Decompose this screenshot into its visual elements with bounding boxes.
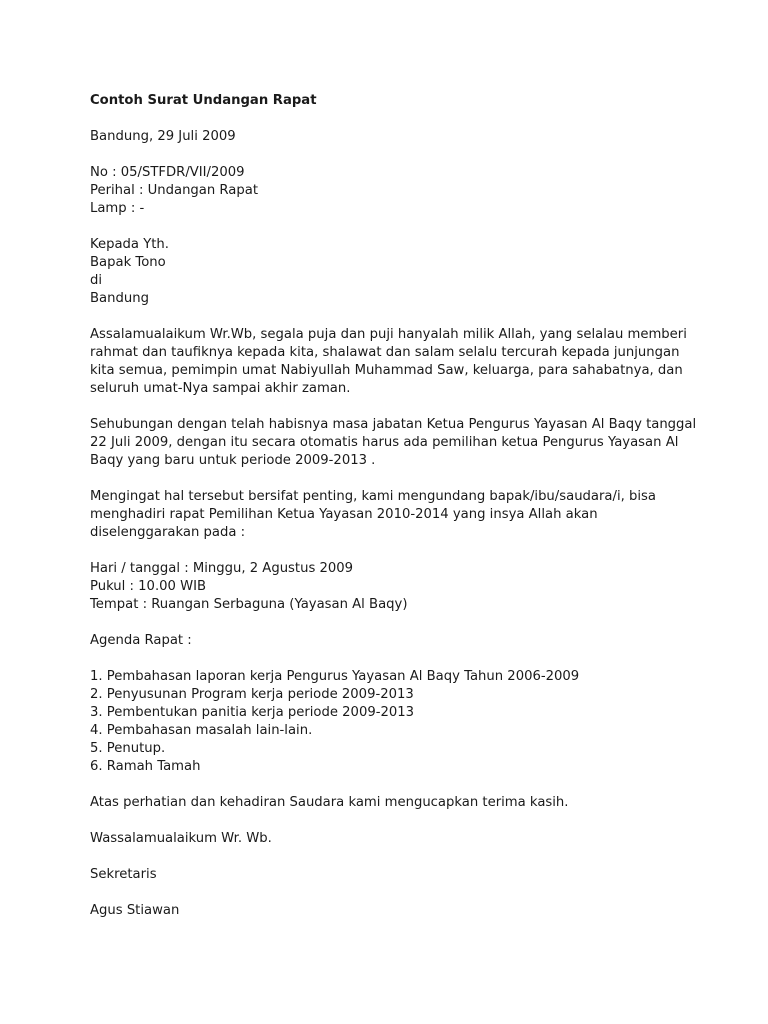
recipient-block: [90, 236, 730, 308]
schedule-time: Pukul : 10.00 WIB: [90, 579, 207, 594]
agenda-list: [90, 668, 730, 776]
context-line: 22 Juli 2009, dengan itu secara otomatis harus ada pemilihan ketua Pengurus Yayasan Al: [90, 435, 679, 450]
recipient-city: Bandung: [90, 291, 149, 306]
agenda-item: 5. Penutup.: [90, 741, 166, 756]
letter-header-block: [90, 164, 730, 218]
context-line: Sehubungan dengan telah habisnya masa jabatan Ketua Pengurus Yayasan Al Baqy tanggal: [90, 417, 697, 432]
agenda-item: 2. Penyusunan Program kerja periode 2009-2013: [90, 687, 414, 702]
schedule-venue: Tempat : Ruangan Serbaguna (Yayasan Al Baqy): [90, 597, 408, 612]
context-paragraph: [90, 416, 730, 470]
place-date: Bandung, 29 Juli 2009: [90, 129, 236, 144]
agenda-item: 6. Ramah Tamah: [90, 759, 201, 774]
agenda-heading: Agenda Rapat :: [90, 633, 192, 648]
invitation-line: diselenggarakan pada :: [90, 525, 246, 540]
opening-line: Assalamualaikum Wr.Wb, segala puja dan puji hanyalah milik Allah, yang selalau memberi: [90, 327, 687, 342]
agenda-item: 1. Pembahasan laporan kerja Pengurus Yayasan Al Baqy Tahun 2006-2009: [90, 669, 580, 684]
closing-salutation: Wassalamualaikum Wr. Wb.: [90, 831, 272, 846]
invitation-line: Mengingat hal tersebut bersifat penting, kami mengundang bapak/ibu/saudara/i, bisa: [90, 489, 656, 504]
letter-document: [90, 92, 730, 920]
invitation-paragraph: [90, 488, 730, 542]
opening-line: kita semua, pemimpin umat Nabiyullah Muhammad Saw, keluarga, para sahabatnya, dan: [90, 363, 683, 378]
signer-name: Agus Stiawan: [90, 903, 180, 918]
opening-line: rahmat dan taufiknya kepada kita, shalawat dan salam selalu tercurah kepada junjungan: [90, 345, 680, 360]
opening-paragraph: [90, 326, 730, 398]
letter-subject: Perihal : Undangan Rapat: [90, 183, 259, 198]
invitation-line: menghadiri rapat Pemilihan Ketua Yayasan 2010-2014 yang insya Allah akan: [90, 507, 598, 522]
opening-line: seluruh umat-Nya sampai akhir zaman.: [90, 381, 351, 396]
thanks-line: Atas perhatian dan kehadiran Saudara kami mengucapkan terima kasih.: [90, 795, 569, 810]
letter-number: No : 05/STFDR/VII/2009: [90, 165, 245, 180]
letter-attachment: Lamp : -: [90, 201, 145, 216]
schedule-day-date: Hari / tanggal : Minggu, 2 Agustus 2009: [90, 561, 354, 576]
agenda-item: 3. Pembentukan panitia kerja periode 2009-2013: [90, 705, 415, 720]
schedule-block: [90, 560, 730, 614]
letter-title: Contoh Surat Undangan Rapat: [90, 93, 317, 108]
signer-role: Sekretaris: [90, 867, 157, 882]
recipient-name: Bapak Tono: [90, 255, 166, 270]
recipient-at: di: [90, 273, 103, 288]
context-line: Baqy yang baru untuk periode 2009-2013 .: [90, 453, 376, 468]
recipient-greeting: Kepada Yth.: [90, 237, 169, 252]
agenda-item: 4. Pembahasan masalah lain-lain.: [90, 723, 313, 738]
